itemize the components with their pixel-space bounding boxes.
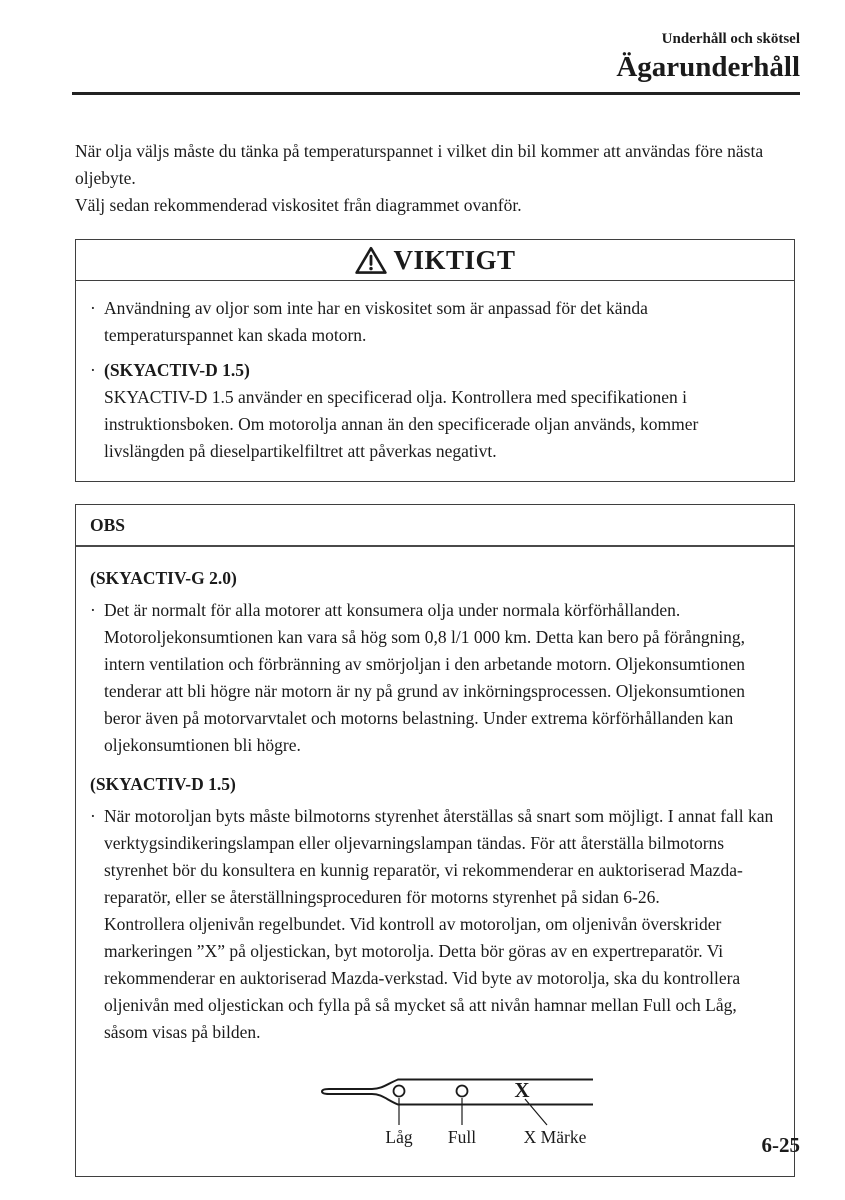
viktigt-item-2: [90, 357, 778, 465]
obs-header: OBS: [76, 505, 794, 547]
viktigt-item-2-heading: (SKYACTIV-D 1.5): [104, 360, 250, 381]
viktigt-warning-box: [75, 239, 795, 482]
obs-skyactiv-d-item: [90, 803, 778, 1046]
obs-skyactiv-d-text-2: Kontrollera oljenivån regelbundet. Vid kontroll av motoroljan, om oljenivån överskrider markeringen ”X” på oljestickan, byt motorolja. Detta bör göras av en expertreparatör. Vi rekommenderar en auktoriserad Mazda-verkstad. Vid byte av motorolja, ska du kontrollera oljenivån med oljestickan och fylla på så mycket så att nivån hamnar mellan Full och Låg, såsom visas på bilden.: [104, 914, 741, 1043]
page-content: [75, 138, 795, 1177]
viktigt-item-2-text: SKYACTIV-D 1.5 använder en specificerad olja. Kontrollera med specifikationen i instruktionsboken. Om motorolja annan än den specificerade oljan används, kommer livslängden på dieselpartikelfiltret att påverkas negativt.: [104, 387, 699, 462]
bullet-glyph: ·: [90, 360, 96, 381]
header-section-label: Underhåll och skötsel: [661, 31, 800, 47]
viktigt-item-1-text: Användning av oljor som inte har en viskositet som är anpassad för det kända temperaturspannet kan skada motorn.: [104, 298, 648, 346]
bullet-glyph: ·: [90, 806, 96, 827]
obs-note-box: [75, 504, 795, 1177]
bullet-glyph: ·: [90, 298, 96, 319]
viktigt-header: [76, 240, 794, 281]
dipstick-x-mark: X: [514, 1078, 530, 1103]
obs-skyactiv-g-heading: (SKYACTIV-G 2.0): [90, 568, 237, 589]
dipstick-diagram: [316, 1064, 618, 1150]
viktigt-title: VIKTIGT: [393, 245, 516, 276]
intro-paragraph-2: Välj sedan rekommenderad viskositet från diagrammet ovanför.: [75, 195, 522, 216]
intro-block: [75, 138, 795, 219]
viktigt-item-1: [90, 295, 778, 349]
obs-skyactiv-g-text: Det är normalt för alla motorer att konsumera olja under normala körförhållanden. Motoroljekonsumtionen kan vara så hög som 0,8 l/1 000 km. Detta kan bero på förångning, intern ventilation och förbränning av smörjoljan i den arbetande motorn. Oljekonsumtionen tenderar att bli högre när motorn är ny på grund av inkörningsprocessen. Oljekonsumtionen beror även på motorvarvtalet och motorns belastning. Under extrema körförhållanden kan oljekonsumtionen bli högre.: [104, 600, 746, 756]
obs-body: [76, 547, 794, 1176]
dipstick-label-x-mark: X Märke: [523, 1127, 587, 1148]
page-header: [72, 30, 800, 84]
page-number: 6-25: [761, 1133, 800, 1157]
dipstick-label-full: Full: [447, 1127, 477, 1148]
dipstick-label-low: Låg: [385, 1127, 413, 1148]
bullet-glyph: ·: [90, 600, 96, 621]
dipstick-full-hole: [457, 1086, 468, 1097]
dipstick-low-hole: [394, 1086, 405, 1097]
page-title: Ägarunderhåll: [616, 50, 800, 83]
warning-triangle-icon: [354, 245, 388, 276]
obs-skyactiv-d-text-1: När motoroljan byts måste bilmotorns styrenhet återställas så snart som möjligt. I annat fall kan verktygsindikeringslampan eller oljevarningslampan tändas. För att återställa bilmotorns styrenhet bör du konsultera en kunnig reparatör, vi rekommenderar en auktoriserad Mazda-reparatör, eller se återställningsproceduren för motorns styrenhet på sidan 6-26.: [104, 806, 774, 908]
viktigt-body: [76, 281, 794, 481]
obs-skyactiv-d-heading: (SKYACTIV-D 1.5): [90, 774, 236, 795]
header-rule: [72, 92, 800, 95]
obs-skyactiv-g-item: [90, 597, 778, 759]
intro-paragraph-1: När olja väljs måste du tänka på temperaturspannet i vilket din bil kommer att användas före nästa oljebyte.: [75, 141, 764, 189]
